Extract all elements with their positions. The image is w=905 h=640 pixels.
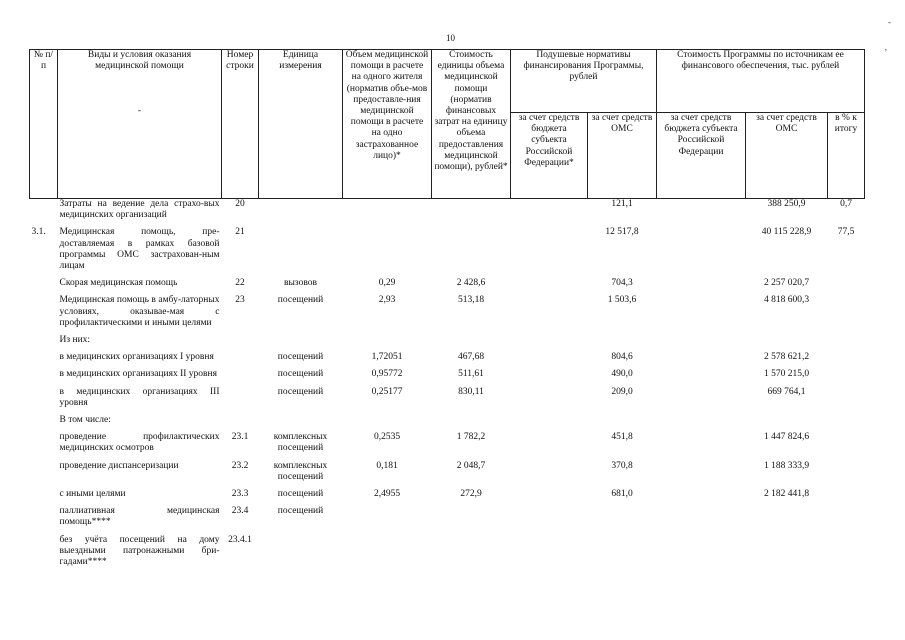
- row-per-capita-budget: [511, 221, 588, 272]
- row-per-capita-oms: 121,1: [611, 199, 633, 209]
- row-per-capita-oms: [588, 500, 657, 528]
- row-unit: комплексных посещений: [273, 460, 328, 482]
- row-program-oms: 388 250,9: [767, 199, 806, 209]
- row-unit: [259, 529, 343, 569]
- row-program-pct: 77,5: [837, 227, 855, 238]
- row-name: В том числе:: [59, 415, 111, 426]
- row-volume: 0,95772: [371, 369, 403, 380]
- row-unit: посещений: [277, 295, 324, 306]
- row-per-capita-oms: 681,0: [611, 489, 633, 500]
- row-per-capita-oms: 12 517,8: [605, 227, 639, 238]
- header-program-cost: Стоимость Программы по источникам ее финансового обеспечения, тыс. рублей: [657, 50, 865, 113]
- table-row: [30, 529, 865, 569]
- row-per-capita-oms: 804,6: [611, 352, 633, 363]
- row-program-oms: 40 115 228,9: [761, 227, 812, 238]
- row-cost: [432, 199, 511, 222]
- row-unit: посещений: [277, 506, 324, 517]
- table-row: [30, 455, 865, 483]
- header-row: Номер строки: [222, 50, 259, 199]
- row-name: проведение профилактических медицинских осмотров: [59, 432, 220, 454]
- row-unit: посещений: [277, 489, 324, 500]
- header-num: № п/п: [30, 50, 58, 199]
- row-program-pct: [828, 346, 865, 363]
- row-unit: [259, 409, 343, 426]
- row-volume: [343, 329, 432, 346]
- row-volume: [343, 500, 432, 528]
- row-unit: вызовов: [284, 278, 317, 289]
- row-unit: [259, 329, 343, 346]
- row-num: [30, 409, 58, 426]
- row-unit: [259, 199, 343, 222]
- header-program-budget: за счет средств бюджета субъекта Российской Федерации: [657, 113, 746, 199]
- row-program-oms: 2 257 020,7: [763, 278, 810, 289]
- row-per-capita-budget: [511, 272, 588, 289]
- row-code: 23.1: [231, 432, 249, 443]
- row-code: 23.2: [231, 460, 249, 471]
- row-name: без учёта посещений на дому выездными патронажными бри-гадами****: [59, 534, 220, 568]
- row-num: [30, 529, 58, 569]
- table-header: [30, 50, 865, 199]
- financing-table: [29, 49, 865, 568]
- table-row: [30, 289, 865, 329]
- row-num: [30, 500, 58, 528]
- row-program-pct: [828, 381, 865, 409]
- row-per-capita-budget: [511, 529, 588, 569]
- row-num: [30, 329, 58, 346]
- row-program-budget: [657, 272, 746, 289]
- row-code: 21: [235, 227, 245, 238]
- row-volume: 0,29: [378, 278, 396, 289]
- header-per-capita-oms: за счет средств ОМС: [588, 113, 657, 199]
- row-per-capita-budget: [511, 289, 588, 329]
- table-row: [30, 409, 865, 426]
- row-unit: посещений: [277, 352, 324, 363]
- corner-mark-2: ,: [884, 42, 887, 52]
- row-program-budget: [657, 363, 746, 380]
- row-cost: 513,18: [457, 295, 485, 306]
- row-name: Из них:: [59, 335, 91, 346]
- row-num: 3.1.: [31, 227, 46, 238]
- row-program-pct: [828, 500, 865, 528]
- table-row: [30, 329, 865, 346]
- row-code: [222, 363, 259, 380]
- row-program-pct: [828, 363, 865, 380]
- row-program-pct: [828, 272, 865, 289]
- row-per-capita-budget: [511, 455, 588, 483]
- row-program-budget: [657, 483, 746, 500]
- row-volume: 0,2535: [373, 432, 401, 443]
- row-volume: 2,4955: [373, 489, 401, 500]
- row-volume: [343, 409, 432, 426]
- row-program-oms: [746, 409, 828, 426]
- row-per-capita-oms: 370,8: [611, 460, 633, 471]
- row-program-oms: 2 182 441,8: [763, 489, 810, 500]
- row-code: [222, 409, 259, 426]
- row-per-capita-budget: [511, 500, 588, 528]
- row-num: [30, 381, 58, 409]
- row-program-budget: [657, 221, 746, 272]
- row-program-budget: [657, 455, 746, 483]
- row-per-capita-oms: 209,0: [611, 386, 633, 397]
- row-code: 23: [235, 295, 245, 306]
- row-volume: [343, 221, 432, 272]
- row-program-budget: [657, 346, 746, 363]
- row-unit: посещений: [277, 386, 324, 397]
- row-code: [222, 381, 259, 409]
- row-volume: 0,181: [376, 460, 398, 471]
- table-body: [30, 199, 865, 569]
- row-num: [30, 289, 58, 329]
- table-row: [30, 272, 865, 289]
- row-name: Скорая медицинская помощь: [59, 278, 178, 289]
- row-per-capita-budget: [511, 329, 588, 346]
- row-code: 23.3: [231, 489, 249, 500]
- row-num: [30, 483, 58, 500]
- header-unit: Единица измерения: [259, 50, 343, 199]
- row-code: 23.4: [231, 506, 249, 517]
- row-per-capita-oms: 490,0: [611, 369, 633, 380]
- row-cost: 2 428,6: [456, 278, 486, 289]
- row-cost: 830,11: [458, 386, 484, 397]
- row-per-capita-budget: [511, 363, 588, 380]
- row-cost: [432, 221, 511, 272]
- row-per-capita-oms: [588, 529, 657, 569]
- header-volume: Объем медицинской помощи в расчете на одного жителя (норматив объе-мов предоставле-ния медицинской помощи в расчете на одно застрахованное лицо)*: [343, 50, 432, 199]
- row-per-capita-oms: 451,8: [611, 432, 633, 443]
- row-program-pct: 0,7: [840, 199, 852, 209]
- row-name: паллиативная медицинская помощь****: [59, 506, 220, 528]
- row-per-capita-oms: [588, 409, 657, 426]
- row-cost: [432, 500, 511, 528]
- row-unit: комплексных посещений: [273, 432, 328, 454]
- row-volume: 0,25177: [371, 386, 403, 397]
- row-num: [30, 346, 58, 363]
- row-name: Затраты на ведение дела страхо-вых медицинских организаций: [59, 199, 220, 221]
- header-name: [58, 50, 222, 199]
- header-cost: Стоимость единицы объема медицинской помощи (норматив финансовых затрат на единицу объема предоставления медицинской помощи), рублей*: [432, 50, 511, 199]
- row-program-pct: [828, 483, 865, 500]
- row-program-pct: [828, 409, 865, 426]
- row-program-oms: 1 447 824,6: [763, 432, 810, 443]
- row-name: в медицинских организациях II уровня: [59, 369, 217, 380]
- row-per-capita-budget: [511, 483, 588, 500]
- row-num: [30, 272, 58, 289]
- row-program-budget: [657, 329, 746, 346]
- row-program-pct: [828, 329, 865, 346]
- row-unit: посещений: [277, 369, 324, 380]
- row-per-capita-budget: [511, 381, 588, 409]
- row-volume: [343, 199, 432, 222]
- row-program-budget: [657, 529, 746, 569]
- row-program-pct: [828, 529, 865, 569]
- row-program-budget: [657, 199, 746, 222]
- row-cost: 1 782,2: [456, 432, 486, 443]
- table-row: [30, 221, 865, 272]
- header-program-pct: в % к итогу: [828, 113, 865, 199]
- row-name: Медицинская помощь, пре-доставляемая в рамках базовой программы ОМС застрахован-ным лицам: [59, 227, 220, 272]
- row-volume: [343, 529, 432, 569]
- row-name: в медицинских организациях III уровня: [59, 386, 220, 408]
- header-per-capita: Подушевые нормативы финансирования Программы, рублей: [511, 50, 657, 113]
- header-per-capita-budget: за счет средств бюджета субъекта Российской Федерации*: [511, 113, 588, 199]
- row-unit: [259, 221, 343, 272]
- row-program-oms: 1 570 215,0: [763, 369, 810, 380]
- row-program-budget: [657, 409, 746, 426]
- row-code: [222, 346, 259, 363]
- row-program-pct: [828, 289, 865, 329]
- row-code: [222, 329, 259, 346]
- row-per-capita-budget: [511, 426, 588, 454]
- row-cost: [432, 409, 511, 426]
- row-program-oms: 669 764,1: [767, 386, 806, 397]
- row-per-capita-budget: [511, 346, 588, 363]
- row-num: [30, 363, 58, 380]
- table-row: [30, 346, 865, 363]
- row-cost: 467,68: [457, 352, 485, 363]
- table-row: [30, 199, 865, 222]
- row-volume: 1,72051: [371, 352, 403, 363]
- row-per-capita-budget: [511, 409, 588, 426]
- row-program-budget: [657, 381, 746, 409]
- row-program-oms: 1 188 333,9: [763, 460, 810, 471]
- row-num: [30, 455, 58, 483]
- table-row: [30, 363, 865, 380]
- row-cost: [432, 529, 511, 569]
- header-program-oms: за счет средств ОМС: [746, 113, 828, 199]
- row-name: проведение диспансеризации: [59, 460, 179, 471]
- row-name: в медицинских организациях I уровня: [59, 352, 214, 363]
- table-row: [30, 483, 865, 500]
- row-program-oms: 4 818 600,3: [763, 295, 810, 306]
- row-program-pct: [828, 426, 865, 454]
- row-per-capita-oms: 1 503,6: [607, 295, 637, 306]
- row-code: 23.4.1: [228, 534, 252, 545]
- row-program-budget: [657, 289, 746, 329]
- row-program-pct: [828, 455, 865, 483]
- page-number: 10: [446, 33, 455, 43]
- row-cost: 511,61: [458, 369, 484, 380]
- table-row: [30, 381, 865, 409]
- row-volume: 2,93: [378, 295, 396, 306]
- row-name: Медицинская помощь в амбу-латорных условиях, оказывае-мая с профилактическими и иными целями: [59, 295, 220, 328]
- row-num: [30, 199, 58, 222]
- row-per-capita-budget: [511, 199, 588, 222]
- header-name-text: Виды и условия оказания медицинской помощи: [87, 50, 192, 72]
- row-program-budget: [657, 500, 746, 528]
- row-per-capita-oms: [588, 329, 657, 346]
- row-per-capita-oms: 704,3: [611, 278, 633, 289]
- corner-mark: -: [888, 17, 891, 27]
- row-cost: [432, 329, 511, 346]
- header-dash: -: [137, 106, 142, 117]
- row-program-oms: [746, 500, 828, 528]
- row-program-oms: 2 578 621,2: [763, 352, 810, 363]
- row-name: с иными целями: [59, 489, 126, 500]
- row-num: [30, 426, 58, 454]
- row-program-oms: [746, 529, 828, 569]
- row-code: 20: [235, 199, 245, 209]
- table-row: [30, 426, 865, 454]
- row-code: 22: [235, 278, 245, 289]
- row-cost: 2 048,7: [456, 460, 486, 471]
- row-cost: 272,9: [460, 489, 482, 500]
- row-program-budget: [657, 426, 746, 454]
- row-program-oms: [746, 329, 828, 346]
- table-row: [30, 500, 865, 528]
